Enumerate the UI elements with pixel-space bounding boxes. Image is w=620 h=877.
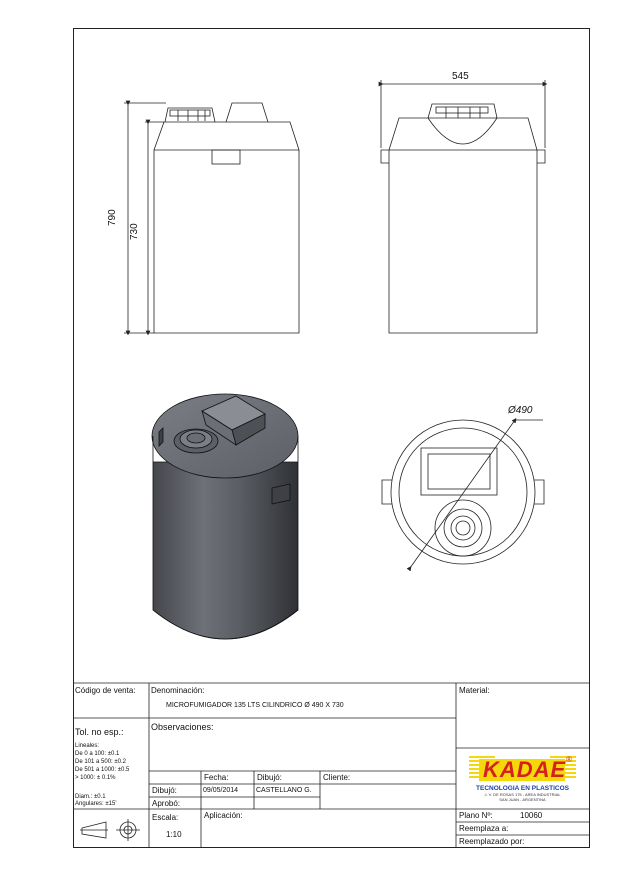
dim-height-790: 790 (107, 209, 118, 226)
tol-line-4: > 1000: ± 0.1% (75, 775, 116, 781)
kadae-address-2: SAN JUAN - ARGENTINA (499, 797, 546, 802)
plano-label: Plano Nº: (459, 811, 493, 820)
denominacion-label: Denominación: (151, 686, 205, 695)
tol-diam: Diam.: ±0.1 (75, 794, 106, 800)
tol-line-2: De 101 a 500: ±0.2 (75, 759, 126, 765)
dim-width-545: 545 (452, 71, 469, 82)
kadae-brand-text: KADAE (483, 757, 567, 782)
projection-symbol-icon (80, 819, 140, 841)
cliente-label: Cliente: (323, 773, 351, 782)
dim-diameter-490: Ø490 (508, 405, 533, 416)
escala-label: Escala: (152, 813, 179, 822)
observaciones-label: Observaciones: (151, 722, 214, 732)
denominacion-value: MICROFUMIGADOR 135 LTS CILINDRICO Ø 490 X 730 (166, 702, 344, 709)
kadae-address-1: J. V. DE ROSAS 175 - AREA INDUSTRIAL (484, 792, 561, 797)
dibujo-date: 09/05/2014 (203, 787, 239, 794)
fecha-label: Fecha: (204, 773, 229, 782)
tol-label: Tol. no esp.: (75, 727, 124, 737)
kadae-logo (465, 753, 580, 803)
reemplaza-label: Reemplaza a: (459, 824, 509, 833)
dibujo-row-label: Dibujó: (152, 786, 177, 795)
tol-angulares: Angulares: ±15' (75, 801, 117, 807)
dim-height-730: 730 (129, 223, 140, 240)
escala-value: 1:10 (166, 830, 182, 839)
codigo-label: Código de venta: (75, 686, 136, 695)
kadae-registered: ® (566, 755, 572, 764)
kadae-tagline: TECNOLOGIA EN PLASTICOS (476, 785, 569, 792)
aplicacion-label: Aplicación: (204, 811, 243, 820)
plano-value: 10060 (520, 811, 543, 820)
aprobo-label: Aprobó: (152, 799, 181, 808)
tol-line-1: De 0 a 100: ±0.1 (75, 751, 120, 757)
reemplazado-label: Reemplazado por: (459, 837, 525, 846)
dibujo-header-label: Dibujó: (257, 773, 282, 782)
tol-lineales: Lineales: (75, 743, 100, 749)
dibujo-name: CASTELLANO G. (256, 787, 312, 794)
tol-line-3: De 501 a 1000: ±0.5 (75, 767, 130, 773)
material-label: Material: (459, 686, 490, 695)
